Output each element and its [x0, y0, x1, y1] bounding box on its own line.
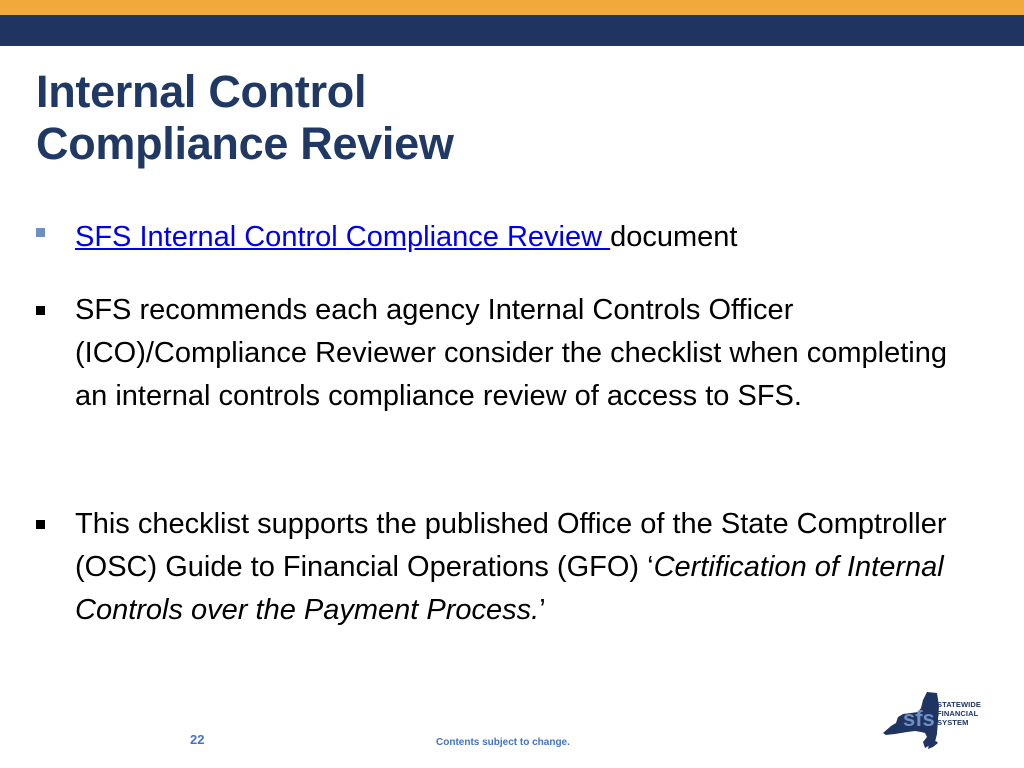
page-number: 22 — [190, 732, 205, 747]
top-accent-stripe — [0, 0, 1024, 15]
bullet-text: SFS recommends each agency Internal Controls Officer (ICO)/Compliance Reviewer consider the checklist when completing an internal controls compliance review of access to SFS. — [75, 294, 947, 412]
logo-wordmark — [937, 700, 981, 727]
logo-line-system: SYSTEM — [937, 718, 969, 727]
logo-line-financial: FINANCIAL — [937, 709, 979, 718]
bullet-text — [75, 503, 975, 632]
certification-title: Certification of Internal Controls over the Payment Process. — [75, 551, 944, 626]
footer-note: Contents subject to change. — [436, 737, 570, 748]
new-york-state-outline-icon — [881, 690, 941, 752]
sfs-logo — [881, 690, 993, 752]
square-bullet-icon — [36, 306, 45, 315]
square-bullet-icon — [36, 228, 45, 237]
document-label: document — [610, 221, 738, 253]
logo-line-statewide: STATEWIDE — [937, 700, 981, 709]
slide-title-line-2: Compliance Review — [36, 118, 454, 169]
square-bullet-icon — [36, 520, 45, 529]
slide-title — [36, 66, 454, 170]
logo-letters: sfs — [903, 706, 935, 731]
bullet-text — [75, 216, 975, 259]
header-band — [0, 15, 1024, 46]
closing-quote: ’ — [539, 594, 546, 626]
slide-title-line-1: Internal Control — [36, 66, 367, 117]
checklist-text: This checklist supports the published Office of the State Comptroller (OSC) Guide to Financial Operations (GFO) ‘ — [75, 508, 947, 583]
review-document-link[interactable]: SFS Internal Control Compliance Review — [75, 221, 611, 253]
